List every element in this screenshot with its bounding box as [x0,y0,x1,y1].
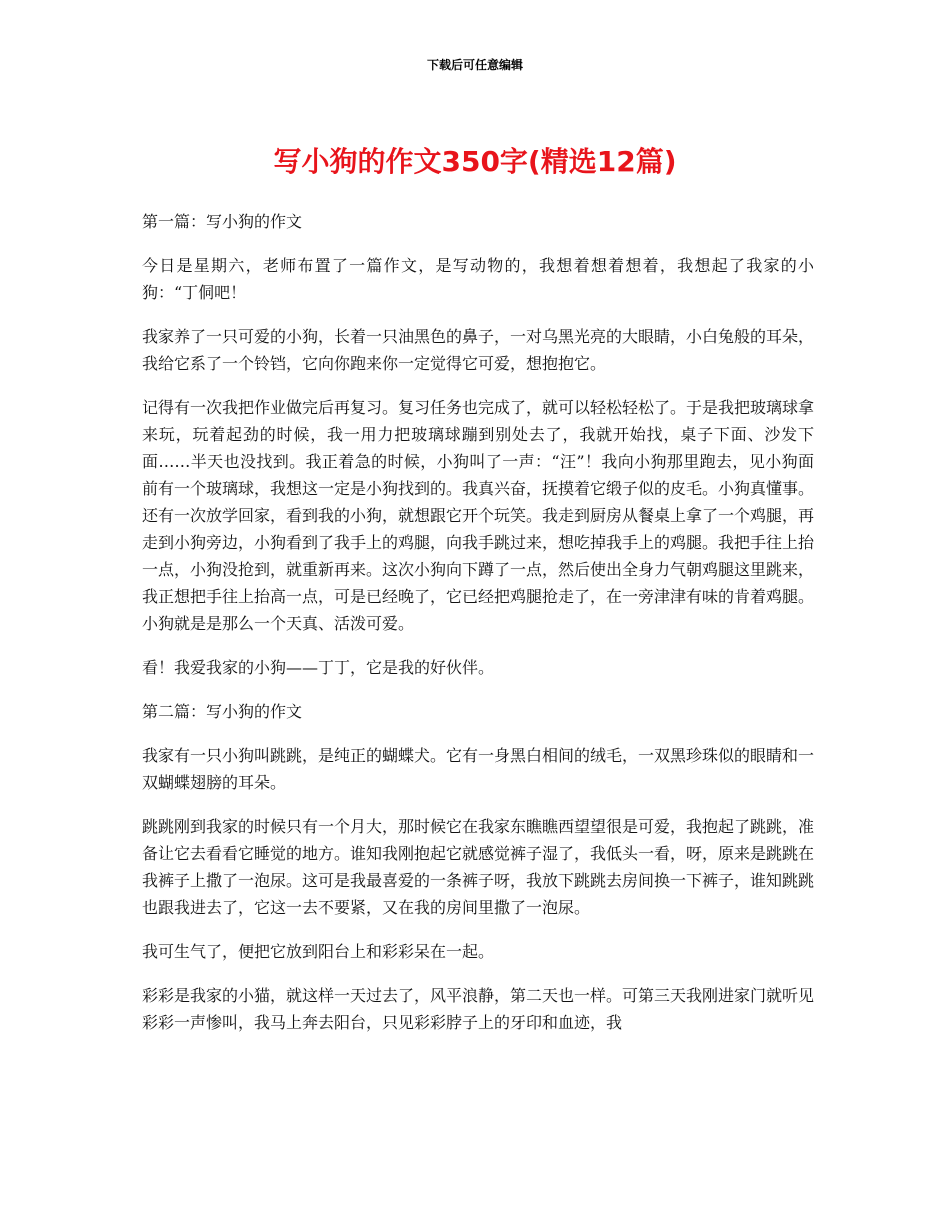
document-body [142,208,814,1053]
document-title: 写小狗的作文350字(精选12篇) [273,145,677,178]
paragraph: 我可生气了，便把它放到阳台上和彩彩呆在一起。 [142,942,495,961]
paragraph: 我家养了一只可爱的小狗，长着一只油黑色的鼻子，一对乌黑光亮的大眼睛，小白兔般的耳朵，我给它系了一个铃铛，它向你跑来你一定觉得它可爱，想抱抱它。 [142,327,815,373]
paragraph: 记得有一次我把作业做完后再复习。复习任务也完成了，就可以轻松轻松了。于是我把玻璃球拿来玩，玩着起劲的时候，我一用力把玻璃球蹦到别处去了，我就开始找，桌子下面、沙发下面……半天也没找到。我正着急的时候，小狗叫了一声：“汪”！我向小狗那里跑去，见小狗面前有一个玻璃球，我想这一定是小狗找到的。我真兴奋，抚摸着它缎子似的皮毛。小狗真懂事。还有一次放学回家，看到我的小狗，就想跟它开个玩笑。我走到厨房从餐桌上拿了一个鸡腿，再走到小狗旁边，小狗看到了我手上的鸡腿，向我手跳过来，想吃掉我手上的鸡腿。我把手往上抬一点，小狗没抢到，就重新再来。这次小狗向下蹲了一点，然后使出全身力气朝鸡腿这里跳来，我正想把手往上抬高一点，可是已经晚了，它已经把鸡腿抢走了，在一旁津津有味的肯着鸡腿。小狗就是是那么一个天真、活泼可爱。 [142,398,815,633]
paragraph: 今日是星期六，老师布置了一篇作文，是写动物的，我想着想着想着，我想起了我家的小狗：“丁侗吧！ [142,256,814,302]
paragraph: 看！我爱我家的小狗——丁丁，它是我的好伙伴。 [142,658,495,677]
header-note: 下载后可任意编辑 [426,58,523,72]
section-heading-2: 第二篇：写小狗的作文 [142,702,303,721]
paragraph: 我家有一只小狗叫跳跳，是纯正的蝴蝶犬。它有一身黑白相间的绒毛，一双黑珍珠似的眼睛和一双蝴蝶翅膀的耳朵。 [142,746,815,792]
paragraph: 彩彩是我家的小猫，就这样一天过去了，风平浪静，第二天也一样。可第三天我刚进家门就听见彩彩一声惨叫，我马上奔去阳台，只见彩彩脖子上的牙印和血迹，我 [142,986,815,1032]
paragraph: 跳跳刚到我家的时候只有一个月大，那时候它在我家东瞧瞧西望望很是可爱，我抱起了跳跳，准备让它去看看它睡觉的地方。谁知我刚抱起它就感觉裤子湿了，我低头一看，呀，原来是跳跳在我裤子上撒了一泡尿。这可是我最喜爱的一条裤子呀，我放下跳跳去房间换一下裤子，谁知跳跳也跟我进去了，它这一去不要紧，又在我的房间里撒了一泡尿。 [142,817,815,917]
section-heading-1: 第一篇：写小狗的作文 [142,212,303,231]
